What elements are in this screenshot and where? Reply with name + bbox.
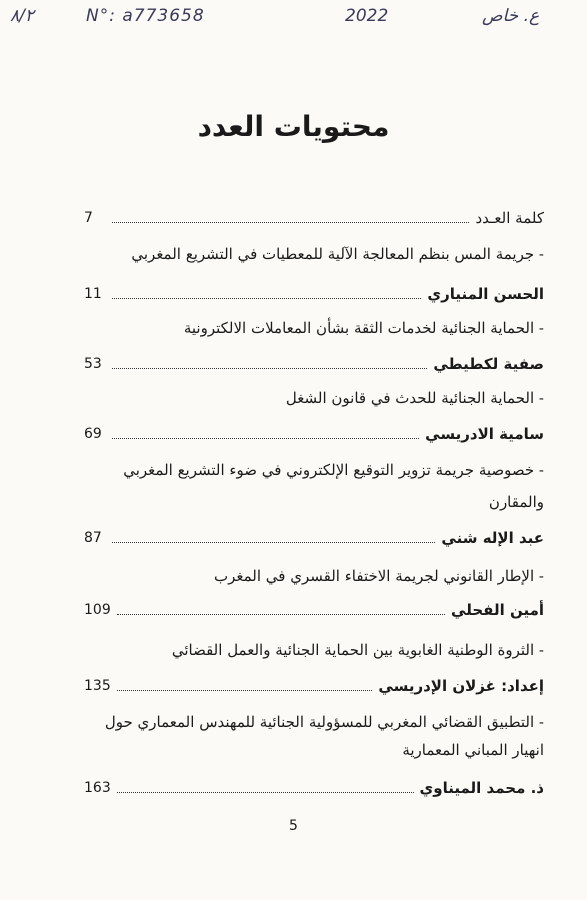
toc-author-entry (84, 280, 544, 308)
toc-article-title: - الثروة الوطنية الغابوية بين الحماية الجنائية والعمل القضائي (171, 641, 544, 659)
handwritten-reference-number: N°: a773658 (86, 6, 205, 26)
toc-row (84, 350, 544, 378)
toc-author-entry (84, 524, 544, 552)
toc-article-title: - التطبيق القضائي المغربي للمسؤولية الجنائية للمهندس المعماري حول (104, 713, 544, 731)
toc-dot-leader (117, 791, 414, 793)
toc-article-title: انهيار المباني المعمارية (402, 741, 544, 759)
toc-author-entry (84, 350, 544, 378)
toc-page-number: 109 (84, 602, 111, 618)
toc-dot-leader (112, 437, 419, 439)
page-number: 5 (289, 818, 298, 834)
toc-row (84, 204, 544, 232)
toc-row (84, 774, 544, 802)
toc-dot-leader (117, 613, 445, 615)
toc-row (84, 596, 544, 624)
handwritten-year: 2022 (345, 6, 389, 26)
toc-dot-leader (112, 221, 469, 223)
toc-author-name: الحسن المنياري (427, 285, 544, 303)
toc-page-number: 7 (84, 210, 93, 226)
toc-dot-leader (117, 689, 373, 691)
toc-row (84, 420, 544, 448)
toc-page-number: 135 (84, 678, 111, 694)
toc-dot-leader (112, 541, 435, 543)
toc-article-title: - جريمة المس بنظم المعالجة الآلية للمعطيات في التشريع المغربي (131, 245, 544, 263)
toc-author-name: صفية لكطيطي (433, 355, 544, 373)
toc-dot-leader (112, 367, 427, 369)
toc-entry-label: كلمة العـدد (475, 209, 544, 227)
toc-row (84, 524, 544, 552)
toc-article-title: - خصوصية جريمة تزوير التوقيع الإلكتروني في ضوء التشريع المغربي (123, 461, 544, 479)
toc-page-number: 69 (84, 426, 102, 442)
toc-page-number: 11 (84, 286, 102, 302)
handwritten-note-left: ٨/٢ (10, 6, 34, 26)
toc-page-number: 53 (84, 356, 102, 372)
toc-author-entry (84, 774, 544, 802)
toc-article-title: - الإطار القانوني لجريمة الاختفاء القسري في المغرب (213, 567, 544, 585)
toc-dot-leader (112, 297, 421, 299)
toc-row (84, 280, 544, 308)
toc-author-name: سامية الادريسي (425, 425, 544, 443)
toc-author-entry (84, 596, 544, 624)
toc-article-title: - الحماية الجنائية لخدمات الثقة بشأن المعاملات الالكترونية (183, 319, 544, 337)
toc-article-title: - الحماية الجنائية للحدث في قانون الشغل (285, 389, 544, 407)
page-title: محتويات العدد (197, 110, 390, 143)
toc-author-name: ذ. محمد الميناوي (419, 779, 544, 797)
toc-author-name: عبد الإله شني (441, 529, 544, 547)
handwritten-issue-label: ع. خاص (482, 6, 540, 26)
toc-row (84, 672, 544, 700)
toc-author-entry (84, 420, 544, 448)
toc-entry (84, 204, 544, 232)
toc-page-number: 87 (84, 530, 102, 546)
toc-article-title: والمقارن (488, 493, 544, 511)
toc-author-name: إعداد: غزلان الإدريسي (378, 677, 544, 695)
toc-page-number: 163 (84, 780, 111, 796)
toc-author-name: أمين الفحلي (451, 601, 544, 619)
toc-author-entry (84, 672, 544, 700)
